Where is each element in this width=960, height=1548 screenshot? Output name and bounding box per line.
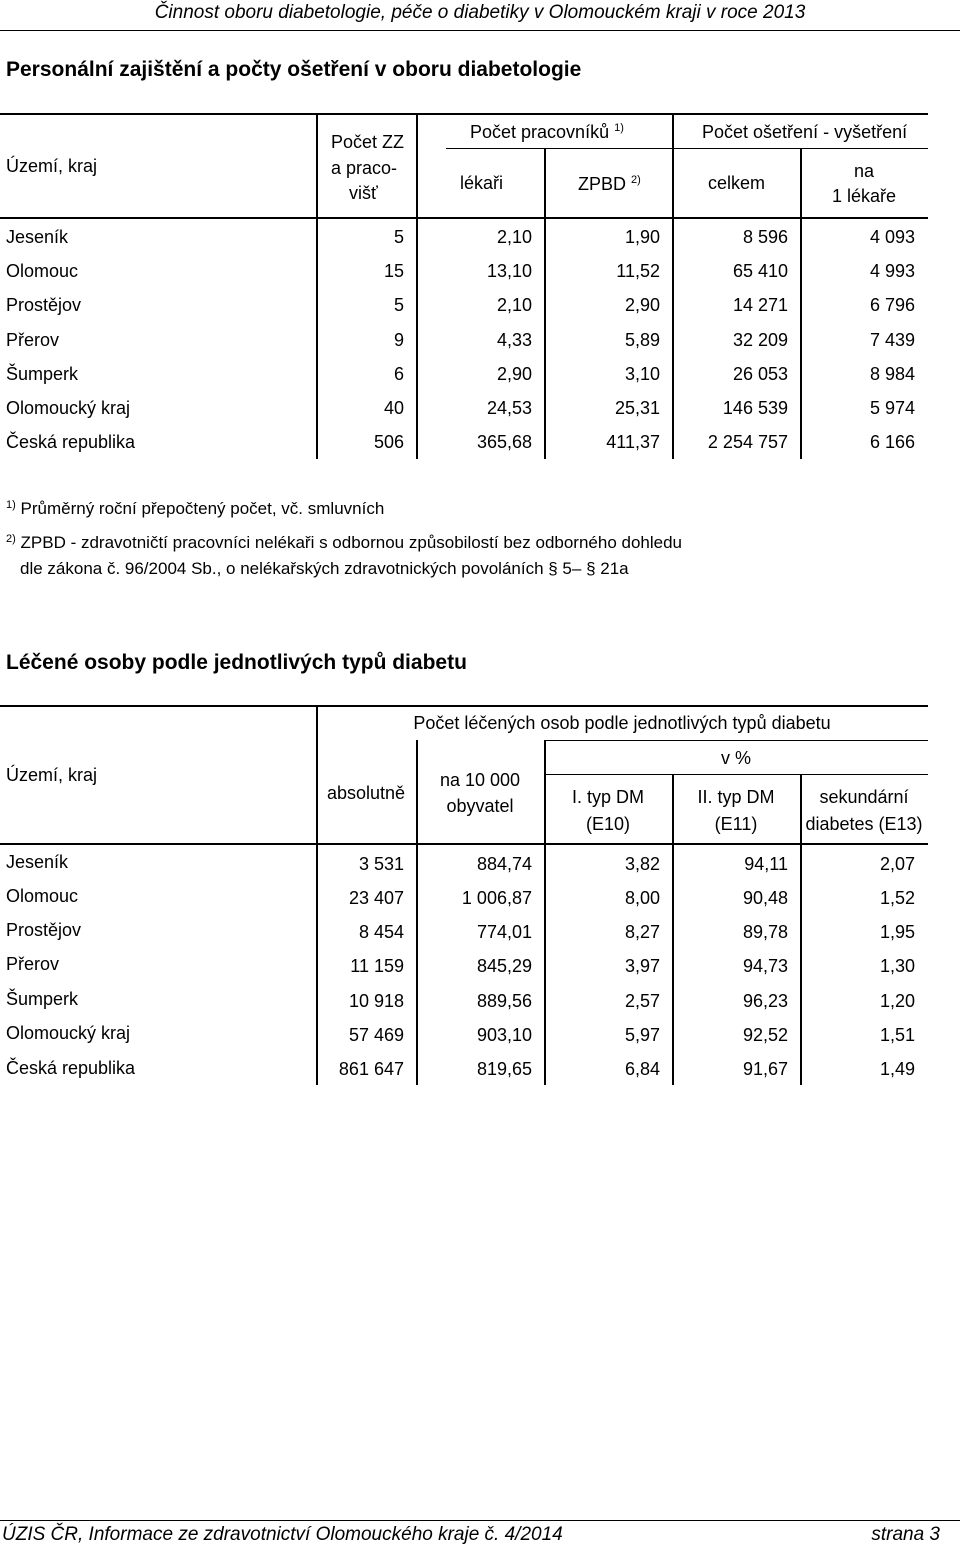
row-territory: Šumperk: [6, 364, 79, 384]
cell-absolute: 861 647: [338, 1059, 404, 1079]
cell-zpbd: 11,52: [616, 261, 660, 281]
cell-zpbd: 1,90: [624, 227, 660, 247]
cell-zz: 15: [383, 261, 404, 281]
footer-source: ÚZIS ČR, Informace ze zdravotnictví Olomouckého kraje č. 4/2014: [2, 1524, 563, 1545]
cell-doctors: 4,33: [496, 330, 532, 350]
cell-absolute: 23 407: [348, 888, 404, 908]
row-territory: Česká republika: [6, 432, 136, 452]
col-header-type2: II. typ DM: [697, 787, 775, 807]
cell-type2: 91,67: [742, 1059, 788, 1079]
cell-total: 65 410: [732, 261, 788, 281]
col-header-territory: Území, kraj: [6, 156, 98, 176]
cell-total: 2 254 757: [707, 432, 788, 452]
row-territory: Olomoucký kraj: [6, 1023, 131, 1043]
footnote-1: $^{1)}$ Průměrný roční přepočtený počet, vč. smluvních: [6, 499, 385, 518]
cell-zz: 9: [393, 330, 404, 350]
cell-absolute: 57 469: [348, 1025, 404, 1045]
cell-doctors: 2,90: [496, 364, 532, 384]
cell-secondary: 1,52: [879, 888, 915, 908]
col-header-zpbd: ZPBD $^{2)}$: [578, 174, 641, 194]
table2-group-rule: [544, 740, 928, 741]
cell-total: 26 053: [732, 364, 788, 384]
cell-type1: 3,97: [624, 956, 660, 976]
col-header-secondary: sekundární: [819, 787, 909, 807]
col-header-group: Počet léčených osob podle jednotlivých typů diabetu: [413, 713, 831, 733]
cell-secondary: 1,20: [879, 991, 915, 1011]
cell-type1: 3,82: [624, 854, 660, 874]
row-territory: Přerov: [6, 954, 60, 974]
cell-absolute: 8 454: [358, 922, 404, 942]
cell-secondary: 1,30: [879, 956, 915, 976]
cell-per-10000: 774,01: [476, 922, 532, 942]
col-header-type1: I. typ DM: [571, 787, 644, 807]
cell-type2: 92,52: [742, 1025, 788, 1045]
cell-zz: 5: [393, 227, 404, 247]
cell-zpbd: 5,89: [624, 330, 660, 350]
col-header-type1: (E10): [585, 814, 630, 834]
cell-doctors: 24,53: [486, 398, 532, 418]
cell-doctors: 2,10: [496, 295, 532, 315]
cell-zz: 40: [383, 398, 404, 418]
cell-zpbd: 3,10: [624, 364, 660, 384]
table1-subheader-rule: [446, 148, 928, 149]
cell-per-doctor: 8 984: [869, 364, 915, 384]
col-header-per-doctor: 1 lékaře: [831, 186, 897, 206]
cell-per-10000: 1 006,87: [461, 888, 532, 908]
running-header: Činnost oboru diabetologie, péče o diabetiky v Olomouckém kraji v roce 2013: [154, 2, 806, 23]
table1-header-bottom-border: [0, 217, 928, 219]
header-rule: [0, 30, 960, 31]
cell-secondary: 2,07: [879, 854, 915, 874]
col-header-territory: Území, kraj: [6, 765, 98, 785]
cell-per-10000: 845,29: [476, 956, 532, 976]
col-header-zz: a praco-: [331, 158, 398, 178]
row-territory: Prostějov: [6, 295, 82, 315]
row-territory: Olomouc: [6, 886, 79, 906]
footnote-2: $^{2)}$ ZPBD - zdravotničtí pracovníci nelékaři s odbornou způsobilostí bez odborného dohledu: [6, 533, 683, 552]
cell-type2: 89,78: [742, 922, 788, 942]
cell-type2: 94,11: [744, 854, 788, 874]
cell-type1: 8,27: [624, 922, 660, 942]
cell-zz: 5: [393, 295, 404, 315]
cell-type2: 96,23: [742, 991, 788, 1011]
col-header-per-10000: obyvatel: [446, 796, 514, 816]
col-header-total: celkem: [708, 173, 766, 193]
row-territory: Česká republika: [6, 1058, 136, 1078]
table2-percent-rule: [544, 774, 928, 775]
cell-per-doctor: 4 093: [869, 227, 915, 247]
cell-doctors: 2,10: [496, 227, 532, 247]
table1-title: Personální zajištění a počty ošetření v oboru diabetologie: [6, 58, 582, 81]
cell-total: 146 539: [722, 398, 788, 418]
table2-top-border: [0, 705, 928, 707]
cell-type2: 90,48: [742, 888, 788, 908]
row-territory: Prostějov: [6, 920, 82, 940]
cell-per-10000: 889,56: [476, 991, 532, 1011]
cell-type2: 94,73: [742, 956, 788, 976]
col-header-zz: Počet ZZ: [331, 132, 405, 152]
cell-per-doctor: 7 439: [869, 330, 915, 350]
cell-per-10000: 903,10: [476, 1025, 532, 1045]
footer-page-number: strana 3: [871, 1524, 940, 1545]
table1-top-border: [0, 113, 928, 115]
footer-rule: [0, 1520, 960, 1521]
cell-zpbd: 25,31: [614, 398, 660, 418]
cell-type1: 8,00: [624, 888, 660, 908]
cell-type1: 2,57: [624, 991, 660, 1011]
cell-absolute: 11 159: [350, 956, 404, 976]
col-header-doctors: lékaři: [460, 173, 504, 193]
row-territory: Olomouc: [6, 261, 79, 281]
cell-zz: 6: [393, 364, 404, 384]
cell-secondary: 1,51: [879, 1025, 915, 1045]
col-header-absolute: absolutně: [326, 783, 406, 803]
cell-zpbd: 2,90: [624, 295, 660, 315]
cell-type1: 6,84: [624, 1059, 660, 1079]
col-header-zz: višť: [349, 183, 378, 203]
col-header-workers: Počet pracovníků $^{1)}$: [470, 122, 624, 142]
col-header-percent: v %: [720, 748, 751, 768]
row-territory: Olomoucký kraj: [6, 398, 131, 418]
cell-per-10000: 819,65: [476, 1059, 532, 1079]
footnote-2-continued: dle zákona č. 96/2004 Sb., o nelékařských zdravotnických povoláních § 5– § 21a: [20, 559, 629, 578]
cell-total: 14 271: [732, 295, 788, 315]
cell-absolute: 3 531: [358, 854, 404, 874]
cell-absolute: 10 918: [348, 991, 404, 1011]
cell-doctors: 13,10: [486, 261, 532, 281]
col-header-secondary: diabetes (E13): [805, 814, 923, 834]
cell-zz: 506: [373, 432, 404, 452]
cell-total: 8 596: [742, 227, 788, 247]
cell-per-10000: 884,74: [476, 854, 532, 874]
col-header-type2: (E11): [714, 814, 758, 834]
table2-title: Léčené osoby podle jednotlivých typů diabetu: [6, 651, 467, 674]
row-territory: Přerov: [6, 330, 60, 350]
cell-secondary: 1,95: [879, 922, 915, 942]
cell-per-doctor: 4 993: [869, 261, 915, 281]
cell-per-doctor: 5 974: [869, 398, 915, 418]
cell-per-doctor: 6 166: [869, 432, 915, 452]
cell-type1: 5,97: [624, 1025, 660, 1045]
cell-total: 32 209: [732, 330, 788, 350]
row-territory: Šumperk: [6, 989, 79, 1009]
cell-per-doctor: 6 796: [869, 295, 915, 315]
cell-zpbd: 411,37: [606, 432, 660, 452]
col-header-treatments: Počet ošetření - vyšetření: [702, 122, 908, 142]
col-header-per-10000: na 10 000: [439, 770, 521, 790]
table2-header-bottom-border: [0, 843, 928, 845]
col-header-per-doctor: na: [853, 161, 875, 181]
row-territory: Jeseník: [6, 852, 69, 872]
cell-secondary: 1,49: [879, 1059, 915, 1079]
row-territory: Jeseník: [6, 227, 69, 247]
cell-doctors: 365,68: [476, 432, 532, 452]
